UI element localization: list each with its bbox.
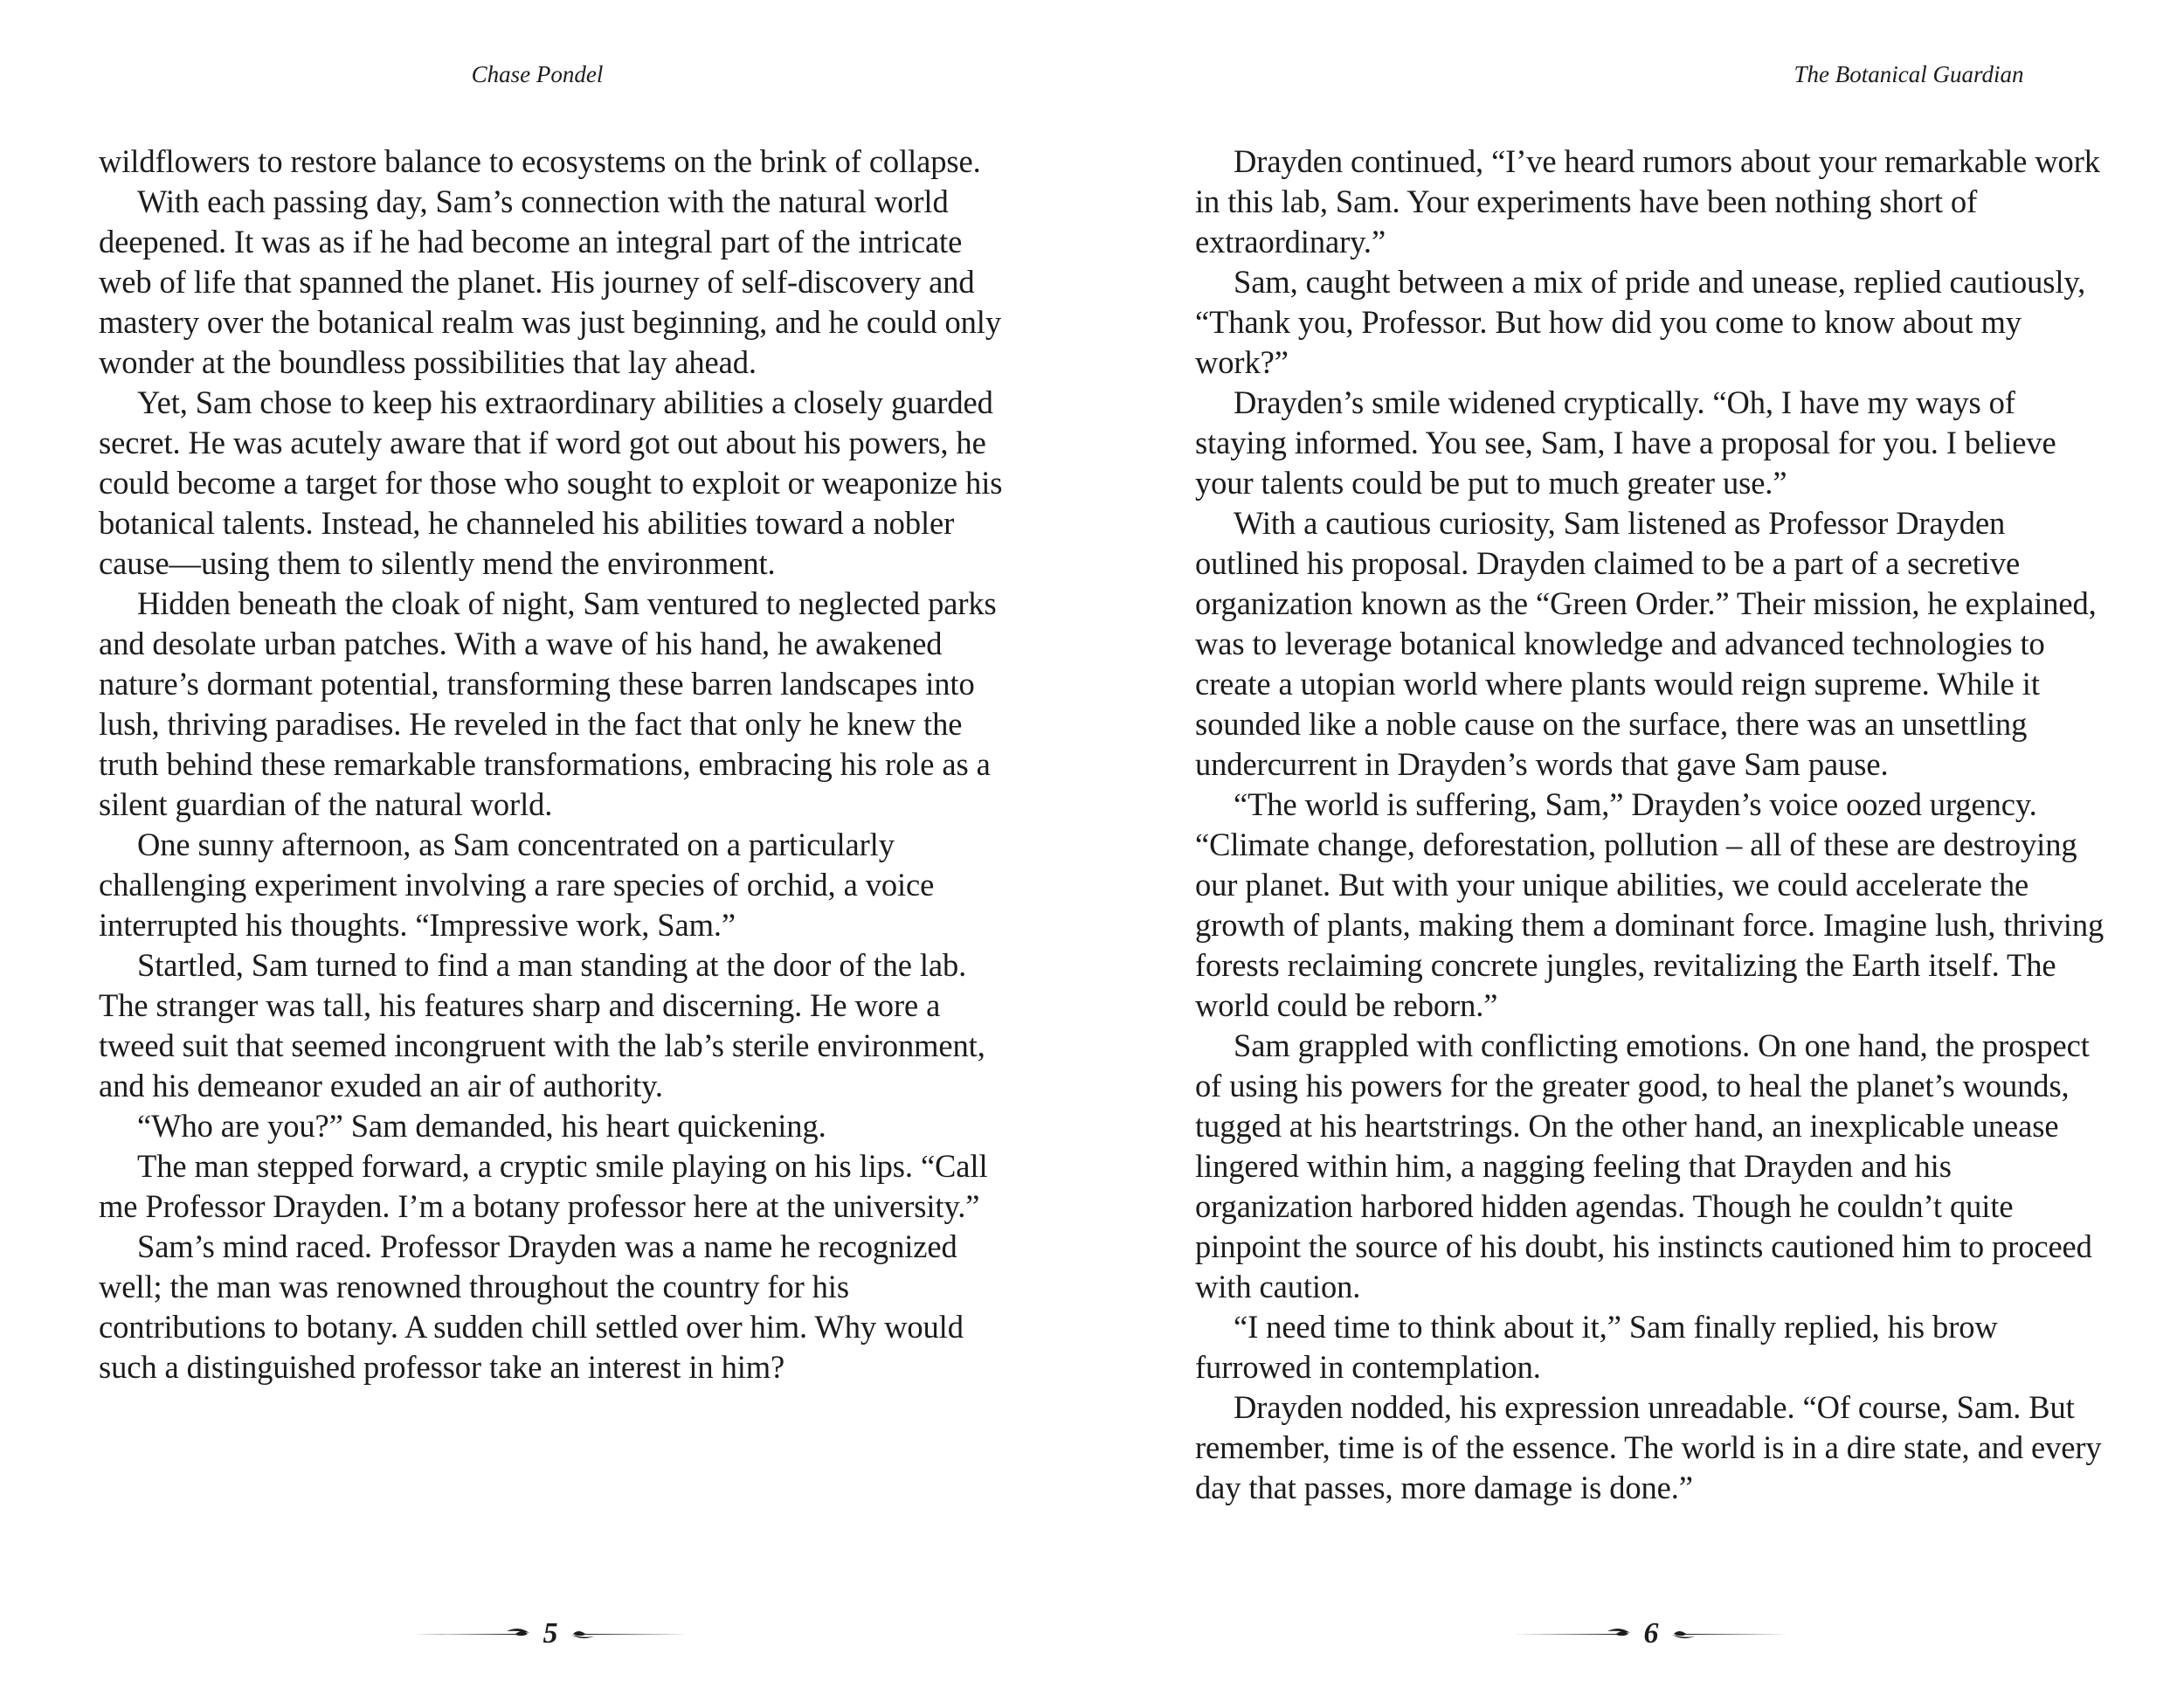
running-head-author: Chase Pondel: [471, 61, 604, 87]
paragraph: Drayden continued, “I’ve heard rumors about your remarkable work in this lab, Sam. Your experiments have been nothing short of extraordinary.”: [1195, 143, 2100, 259]
paragraph: “Who are you?” Sam demanded, his heart quickening.: [137, 1108, 826, 1144]
right-page-body: [1195, 142, 2112, 1508]
paragraph: One sunny afternoon, as Sam concentrated on a particularly challenging experiment involving a rare species of orchid, a voice interrupted his thoughts. “Impressive work, Sam.”: [99, 827, 935, 943]
page-number-footer: [411, 1616, 690, 1651]
paragraph: The man stepped forward, a cryptic smile playing on his lips. “Call me Professor Drayden. I’m a botany professor here at the university.”: [99, 1148, 988, 1224]
paragraph: “I need time to think about it,” Sam finally replied, his brow furrowed in contemplation.: [1195, 1309, 1998, 1385]
page-number: 6: [1643, 1617, 1659, 1650]
paragraph: Sam’s mind raced. Professor Drayden was a name he recognized well; the man was renowned throughout the country for his contributions to botany. A sudden chill settled over him. Why would such a distinguished professor take an interest in him?: [99, 1228, 964, 1385]
paragraph: With each passing day, Sam’s connection with the natural world deepened. It was as if he had become an integral part of the intricate web of life that spanned the planet. His journey of self-discovery and mastery over the botanical realm was just beginning, and he could only wonder at the boundless possibilities that lay ahead.: [99, 183, 1001, 380]
paragraph: wildflowers to restore balance to ecosystems on the brink of collapse.: [99, 143, 981, 179]
paragraph: Sam grappled with conflicting emotions. On one hand, the prospect of using his powers for the greater good, to heal the planet’s wounds, tugged at his heartstrings. On the other hand, an inexplicable unease lingered within him, a nagging feeling that Drayden and his organization harbored hidden agendas. Though he couldn’t quite pinpoint the source of his doubt, his instincts cautioned him to proceed with caution.: [1195, 1027, 2092, 1304]
running-head-title: The Botanical Guardian: [1794, 61, 2024, 87]
paragraph: “The world is suffering, Sam,” Drayden’s voice oozed urgency. “Climate change, deforestation, pollution – all of these are destroying our planet. But with your unique abilities, we could accelerate the growth of plants, making them a dominant force. Imagine lush, thriving forests reclaiming concrete jungles, revitalizing the Earth itself. The world could be reborn.”: [1195, 786, 2105, 1023]
right-page: [1092, 0, 2184, 1688]
paragraph: Hidden beneath the cloak of night, Sam ventured to neglected parks and desolate urban patches. With a wave of his hand, he awakened nature’s dormant potential, transforming these barren landscapes into lush, thriving paradises. He reveled in the fact that only he knew the truth behind these remarkable transformations, embracing his role as a silent guardian of the natural world.: [99, 585, 997, 822]
paragraph: With a cautious curiosity, Sam listened as Professor Drayden outlined his proposal. Drayden claimed to be a part of a secretive organization known as the “Green Order.” Their mission, he explained, was to leverage botanical knowledge and advanced technologies to create a utopian world where plants would reign supreme. While it sounded like a noble cause on the surface, there was an unsettling undercurrent in Drayden’s words that gave Sam pause.: [1195, 505, 2097, 782]
page-number-footer: [1511, 1616, 1791, 1651]
paragraph: Drayden nodded, his expression unreadable. “Of course, Sam. But remember, time is of the essence. The world is in a dire state, and every day that passes, more damage is done.”: [1195, 1389, 2102, 1505]
paragraph: Startled, Sam turned to find a man standing at the door of the lab. The stranger was tall, his features sharp and discerning. He wore a tweed suit that seemed incongruent with the lab’s sterile environment, and his demeanor exuded an air of authority.: [99, 947, 985, 1103]
page-number: 5: [543, 1617, 558, 1650]
paragraph: Sam, caught between a mix of pride and unease, replied cautiously, “Thank you, Professor. But how did you come to know about my work?”: [1195, 264, 2086, 380]
paragraph: Yet, Sam chose to keep his extraordinary abilities a closely guarded secret. He was acutely aware that if word got out about his powers, he could become a target for those who sought to exploit or weaponize his botanical talents. Instead, he channeled his abilities toward a nobler cause—using them to silently mend the environment.: [99, 384, 1003, 581]
paragraph: Drayden’s smile widened cryptically. “Oh, I have my ways of staying informed. You see, Sam, I have a proposal for you. I believe your talents could be put to much greater use.”: [1195, 384, 2056, 501]
left-page-body: [99, 142, 1016, 1387]
